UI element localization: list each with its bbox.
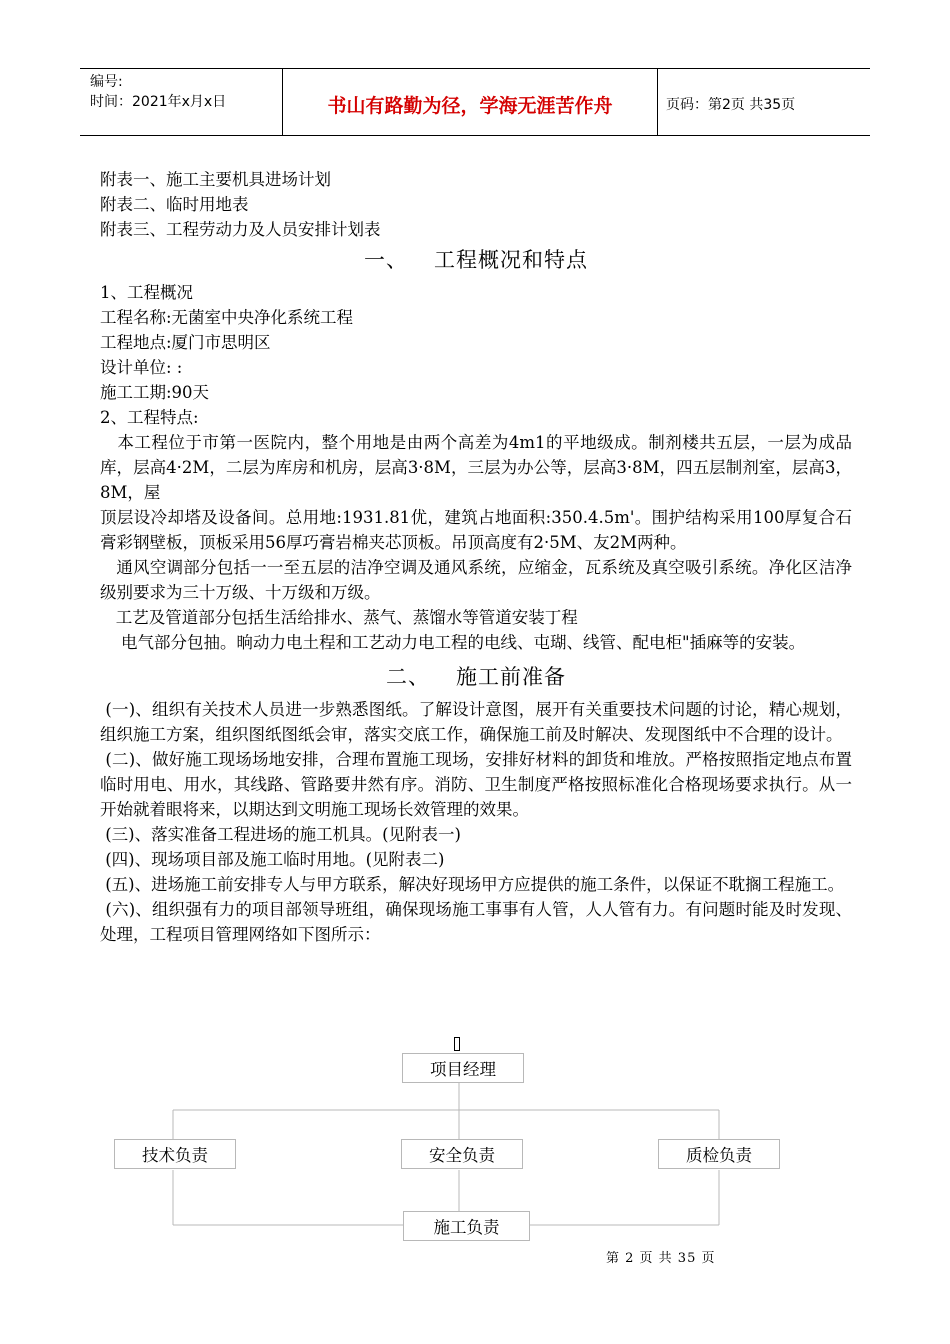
section-number: 一、 bbox=[364, 248, 408, 272]
paragraph: 电气部分包抽。晌动力电土程和工艺动力电工程的电线、屯瑚、线管、配电柜"插麻等的安装。 bbox=[100, 633, 806, 652]
prep-item: (六)、组织强有力的项目部领导班组，确保现场施工事事有人管，人人管有力。有问题时能及时发现、处理，工程项目管理网络如下图所示： bbox=[100, 900, 853, 944]
subheading: 2、工程特点: bbox=[100, 408, 199, 427]
header-meta bbox=[80, 69, 282, 135]
section-title: 施工前准备 bbox=[456, 665, 566, 689]
text-cursor-marker bbox=[454, 1037, 460, 1051]
org-node-construction: 施工负责 bbox=[403, 1211, 530, 1241]
appendix-item: 附表二、临时用地表 bbox=[100, 195, 249, 214]
page-footer: 第 2 页 共 35 页 bbox=[606, 1251, 716, 1266]
org-node-quality: 质检负责 bbox=[658, 1139, 780, 1169]
paragraph: 本工程位于市第一医院内，整个用地是由两个高差为4m1的平地级成。制剂楼共五层，一层为成品库，层高4·2M，二层为库房和机房，层高3·8M，三层为办公等，层高3·8M，四五层制剂室，层高3，8M，屋 bbox=[100, 433, 852, 502]
section-heading-1 bbox=[100, 246, 852, 274]
appendix-item: 附表三、工程劳动力及人员安排计划表 bbox=[100, 220, 381, 239]
prep-item: (二)、做好施工现场场地安排，合理布置施工现场，安排好材料的卸货和堆放。严格按照指定地点布置临时用电、用水，其线路、管路要井然有序。消防、卫生制度严格按照标准化合格现场要求执行。从一开始就着眼将来，以期达到文明施工现场长效管理的效果。 bbox=[100, 750, 853, 819]
prep-item: (五)、进场施工前安排专人与甲方联系，解决好现场甲方应提供的施工条件，以保证不耽搁工程施工。 bbox=[100, 875, 845, 894]
number-label: 编号: bbox=[90, 74, 123, 90]
header-page-info: 页码：第2页 共35页 bbox=[666, 97, 796, 113]
header-motto: 书山有路勤为径，学海无涯苦作舟 bbox=[282, 69, 658, 135]
paragraph: 顶层设冷却塔及设备间。总用地:1931.81优，建筑占地面积:350.4.5m'。围护结构采用100厚复合石膏彩钢壁板，顶板采用56厚巧膏岩棉夹芯顶板。吊顶高度有2·5M、友2M两种。 bbox=[100, 508, 852, 552]
subheading: 1、工程概况 bbox=[100, 283, 193, 302]
paragraph: 通风空调部分包括一一至五层的洁净空调及通风系统，应缩金，瓦系统及真空吸引系统。净化区洁净级别要求为三十万级、十万级和万级。 bbox=[100, 558, 852, 602]
org-node-project-manager: 项目经理 bbox=[402, 1053, 524, 1083]
page-header bbox=[80, 68, 870, 136]
design-unit: 设计单位: : bbox=[100, 358, 183, 377]
prep-item: (四)、现场项目部及施工临时用地。(见附表二) bbox=[100, 850, 445, 869]
org-node-safety: 安全负责 bbox=[401, 1139, 523, 1169]
appendix-item: 附表一、施工主要机具进场计划 bbox=[100, 170, 331, 189]
section-heading-2 bbox=[100, 663, 852, 691]
org-node-technical: 技术负责 bbox=[114, 1139, 236, 1169]
construction-period: 施工工期:90天 bbox=[100, 383, 210, 402]
project-location: 工程地点:厦门市思明区 bbox=[100, 333, 271, 352]
paragraph: 工艺及管道部分包括生活给排水、蒸气、蒸馏水等管道安装丁程 bbox=[100, 608, 578, 627]
prep-item: (三)、落实准备工程进场的施工机具。(见附表一) bbox=[100, 825, 461, 844]
project-name: 工程名称:无菌室中央净化系统工程 bbox=[100, 308, 354, 327]
section-number: 二、 bbox=[386, 665, 430, 689]
document-body bbox=[100, 167, 852, 947]
section-title: 工程概况和特点 bbox=[434, 248, 588, 272]
prep-item: (一)、组织有关技术人员进一步熟悉图纸。了解设计意图，展开有关重要技术问题的讨论，精心规划，组织施工方案，组织图纸图纸会审，落实交底工作，确保施工前及时解决、发现图纸中不合理的设计。 bbox=[100, 700, 853, 744]
time-label: 时间：2021年x月x日 bbox=[90, 94, 227, 110]
